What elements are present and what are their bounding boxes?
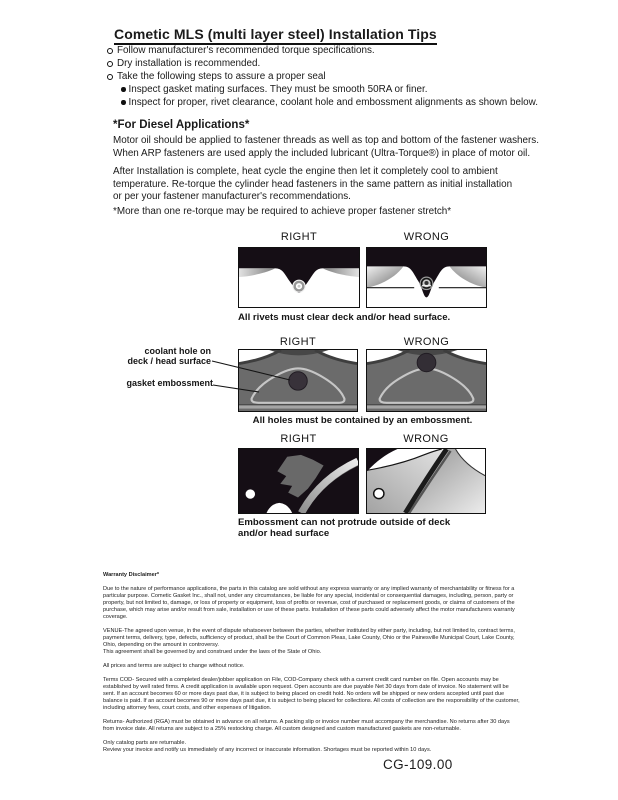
warranty-disclaimer	[103, 572, 520, 761]
legal-paragraph: Terms COD- Secured with a completed dealer/jobber application on File, COD-Company check with a current credit card number on file. Open accounts may be established by well rated firms. A credit application is available upon request. Open accounts are due payable Net 30 days from date of invoice. No statement will be sent. If an account becomes 60 or more days past due, it is subject to being placed on credit hold. No orders will be shipped or new orders accepted until past due balance is paid. If an account becomes 90 or more days past due, it is subject to being placed for collections. All costs of collection are the responsibility of the customer, including attorney fees, court costs, and other expenses of litigation.	[103, 677, 520, 712]
wrong-label: WRONG	[403, 433, 449, 445]
legal-paragraph: Due to the nature of performance applications, the parts in this catalog are sold without any express warranty or any implied warranty of merchantability or fitness for a particular purpose. Cometic Gasket Inc., shall not, under any circumstances, be liable for any special, incidental or consequential damages, including, person, party or property, but not limited to, damage, or loss of property or equipment, loss of profits or revenue, cost of purchased or replacement goods, or claims of customers of the purchase, which may arise and/or result from sale, installation or use of these parts. Installation of these parts could adversely affect the motor manufacturers warranty coverage.	[103, 585, 515, 620]
page-code: CG-109.00	[383, 757, 453, 772]
circle-bullet-icon	[107, 61, 113, 67]
protrusion-wrong-diagram	[366, 448, 486, 514]
list-item-text: Follow manufacturer's recommended torque specifications.	[117, 45, 375, 56]
list-item-text: Dry installation is recommended.	[117, 58, 261, 70]
right-label: RIGHT	[280, 433, 317, 445]
legal-paragraph: Review your invoice and notify us immediately of any incorrect or inaccurate information. Shortages must be reported within 10 days.	[103, 747, 432, 754]
wrong-label: WRONG	[403, 336, 450, 348]
coolant-hole-wrong-diagram	[366, 349, 487, 412]
paragraph-line: temperature. Re-torque the cylinder head fasteners in the same pattern as initial installation	[113, 178, 513, 190]
callout-gasket-embossment: gasket embossment	[126, 378, 213, 388]
rivet-right-illustration	[239, 248, 359, 307]
diesel-paragraph-2	[113, 166, 573, 204]
page-title: Cometic MLS (multi layer steel) Installation Tips	[114, 26, 437, 45]
diagram-caption: Embossment can not protrude outside of deck and/or head surface	[238, 517, 451, 539]
list-item-text: Take the following steps to assure a proper seal	[117, 71, 326, 83]
protrusion-right-diagram	[238, 448, 359, 514]
list-item-text: Inspect for proper, rivet clearance, coolant hole and embossment alignments as shown below.	[128, 97, 538, 109]
list-item	[107, 44, 567, 57]
paragraph-line: After Installation is complete, heat cycle the engine then let it completely cool to ambient	[113, 166, 498, 177]
circle-bullet-icon	[107, 48, 113, 54]
right-label: RIGHT	[279, 336, 317, 348]
legal-paragraph: Returns- Authorized (RGA) must be obtained in advance on all returns. A packing slip or invoice number must accompany the merchandise. No returns after 30 days from invoice date. All returns are subject to a 25% restocking charge. All custom designed and custom manufactured gaskets are non-returnable.	[103, 719, 510, 733]
coolant-wrong-illustration	[367, 350, 486, 411]
rivet-wrong-illustration	[367, 248, 486, 307]
list-item	[107, 70, 567, 83]
legal-paragraph: VENUE-The agreed upon venue, in the event of dispute whatsoever between the parties, whether instituted by either party, including, but not limited to, contract terms, payment terms, delivery, type, defects, sufficiency of product, shall be the Court of Common Pleas, Lake County, Ohio or the Painesville Municipal Court, Lake County, Ohio, depending on the amount in controversy.	[103, 627, 515, 648]
legal-heading: Warranty Disclaimer*	[103, 572, 160, 578]
bolt-hole-icon	[374, 489, 384, 499]
list-item	[107, 96, 567, 109]
right-label: RIGHT	[280, 231, 318, 243]
paragraph-line: Motor oil should be applied to fastener threads as well as top and bottom of the fastener washers.	[113, 135, 539, 146]
legal-paragraph: All prices and terms are subject to change without notice.	[103, 662, 245, 669]
list-item	[107, 57, 567, 70]
rivet-clearance-wrong-diagram	[366, 247, 487, 308]
wrong-label: WRONG	[403, 231, 450, 243]
circle-bullet-icon	[107, 74, 113, 80]
protrusion-right-illustration	[239, 449, 358, 513]
diagram-caption: All holes must be contained by an embossment.	[252, 415, 473, 426]
section-heading-diesel: *For Diesel Applications*	[113, 119, 250, 131]
bolt-hole-icon	[246, 489, 255, 498]
tips-list	[107, 44, 567, 109]
coolant-hole-icon	[417, 353, 436, 371]
callout-coolant-hole: coolant hole on deck / head surface	[127, 346, 211, 366]
diagram-caption: All rivets must clear deck and/or head surface.	[238, 312, 451, 323]
list-item	[107, 83, 567, 96]
callout-leader-lines	[205, 344, 305, 404]
paragraph-line: When ARP fasteners are used apply the included lubricant (Ultra-Torque®) in place of motor oil.	[113, 147, 531, 159]
dot-bullet-icon	[121, 87, 126, 92]
retorque-note: *More than one re-torque may be required to achieve proper fastener stretch*	[113, 206, 452, 217]
paragraph-line: or per your fastener manufacturer's recommendations.	[113, 191, 351, 203]
protrusion-wrong-illustration	[367, 449, 485, 513]
legal-paragraph: This agreement shall be governed by and construed under the laws of the State of Ohio.	[103, 648, 322, 655]
dot-bullet-icon	[121, 100, 126, 105]
rivet-clearance-right-diagram	[238, 247, 360, 308]
diesel-paragraph-1	[113, 135, 573, 160]
legal-paragraph: Only catalog parts are returnable.	[103, 740, 187, 747]
list-item-text: Inspect gasket mating surfaces. They must be smooth 50RA or finer.	[128, 84, 428, 96]
